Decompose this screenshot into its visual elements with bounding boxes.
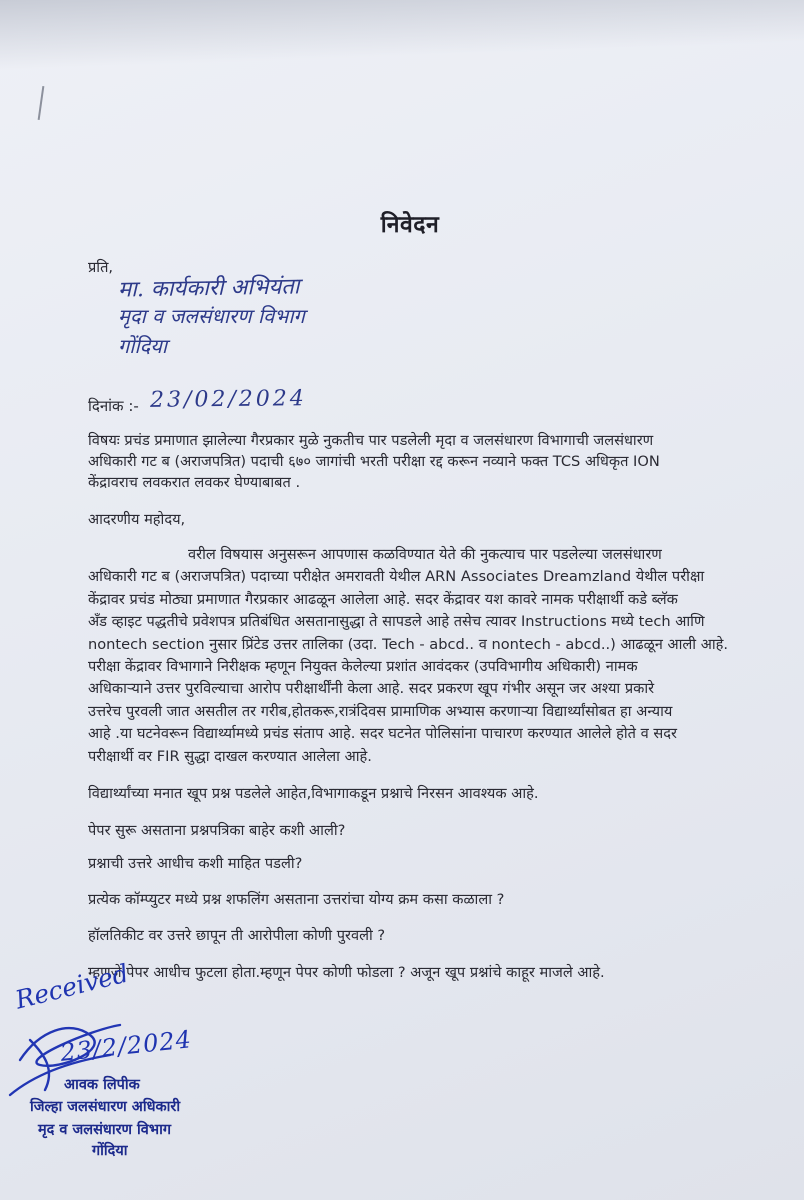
stamp-line-4: गोंदिया [92,1143,128,1159]
stamp-date: 23/2/2024 [58,1025,194,1067]
question-1: पेपर सुरू असताना प्रश्नपत्रिका बाहेर कशी आली? [88,822,346,839]
document-title: निवेदन [380,212,440,238]
subject-line-1: विषयः प्रचंड प्रमाणात झालेल्या गैरप्रकार मुळे नुकतीच पार पडलेली मृदा व जलसंधारण विभागाची जलसंधारण [88,432,654,449]
recipient-line-3: गोंदिया [118,334,168,358]
recipient-line-2: मृदा व जलसंधारण विभाग [118,304,305,328]
question-3: प्रत्येक कॉम्प्युटर मध्ये प्रश्न शफलिंग असताना उत्तरांचा योग्य क्रम कसा कळाला ? [88,891,505,908]
recipient-line-1: मा. कार्यकारी अभियंता [117,274,300,303]
received-handwriting: Received [12,958,132,1015]
body-line: अँड व्हाइट पद्धतीचे प्रवेशपत्र प्रतिबंधित असतानासुद्धा ते सापडले आहे तसेच त्यावर Instructions मध्ये tech आणि [88,613,705,631]
questions-intro: विद्यार्थ्यांच्या मनात खूप प्रश्न पडलेले आहेत,विभागाकडून प्रश्नाचे निरसन आवश्यक आहे. [88,785,539,802]
question-4: हॉलतिकीट वर उत्तरे छापून ती आरोपीला कोणी पुरवली ? [88,927,386,944]
body-line: परीक्षार्थी वर FIR सुद्धा दाखल करण्यात आलेला आहे. [88,747,372,765]
pencil-mark [38,86,45,120]
body-line: उत्तरेच पुरवली जात असतील तर गरीब,होतकरू,रात्रंदिवस प्रामाणिक अभ्यास करणाऱ्या विद्यार्थ्यांसोबत हा अन्याय [88,702,673,720]
body-line: आहे .या घटनेवरून विद्यार्थ्यामध्ये प्रचंड संताप आहे. सदर घटनेत पोलिसांना पाचारण करण्यात आलेले होते व सदर [88,725,677,743]
body-line: वरील विषयास अनुसरून आपणास कळविण्यात येते की नुकत्याच पार पडलेल्या जलसंधारण [188,546,662,563]
body-line: परीक्षा केंद्रावर विभागाने निरीक्षक म्हणून नियुक्त केलेल्या प्रशांत आवंदकर (उपविभागीय अधिकारी) नामक [88,658,638,676]
recipient-prefix: प्रति, [88,259,114,276]
body-line: अधिकाऱ्याने उत्तर पुरविल्याचा आरोप परीक्षार्थींनी केला आहे. सदर प्रकरण खूप गंभीर असून जर अश्या प्रकारे [88,680,655,698]
subject-line-3: केंद्रावराच लवकरात लवकर घेण्याबाबत . [88,474,301,491]
subject-line-2: अधिकारी गट ब (अराजपत्रित) पदाची ६७० जागांची भरती परीक्षा रद्द करून नव्याने फक्त TCS अधिकृत ION [88,453,660,470]
body-line: अधिकारी गट ब (अराजपत्रित) पदाच्या परीक्षेत अमरावती येथील ARN Associates Dreamzland येथील परीक्षा [88,568,705,586]
question-2: प्रश्नाची उत्तरे आधीच कशी माहित पडली? [88,855,303,872]
body-paragraph [88,544,788,768]
salutation: आदरणीय महोदय, [88,511,186,528]
stamp-line-2: जिल्हा जलसंधारण अधिकारी [30,1099,181,1115]
body-line: nontech section नुसार प्रिंटेड उत्तर तालिका (उदा. Tech - abcd.. व nontech - abcd..) आढळून आली आहे. [88,635,728,653]
question-5: म्हणजे पेपर आधीच फुटला होता.म्हणून पेपर कोणी फोडला ? अजून खूप प्रश्नांचे काहूर माजले आहे. [88,964,605,981]
date-label: दिनांक :- [88,397,139,415]
body-line: केंद्रावर प्रचंड मोठ्या प्रमाणात गैरप्रकार आढळून आलेला आहे. सदर केंद्रावर यश कावरे नामक परीक्षार्थी कडे ब्लॅक [88,590,678,608]
date-value: 23/02/2024 [149,386,307,413]
subject-block [88,430,788,493]
stamp-line-3: मृद व जलसंधारण विभाग [38,1122,171,1138]
stamp-line-1: आवक लिपीक [64,1077,140,1093]
